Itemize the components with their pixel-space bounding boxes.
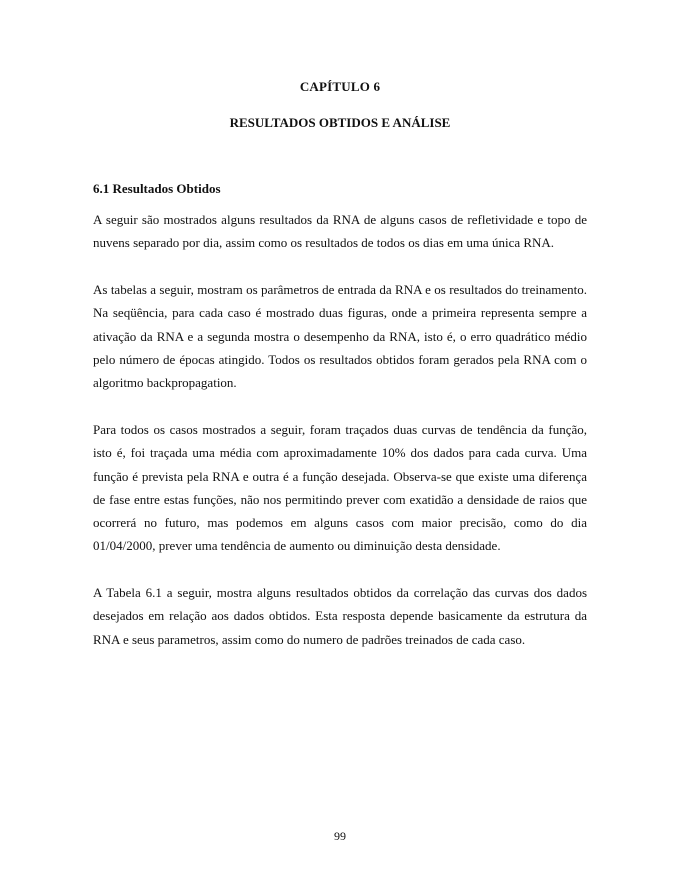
- chapter-title: RESULTADOS OBTIDOS E ANÁLISE: [229, 115, 451, 130]
- paragraph-4: A Tabela 6.1 a seguir, mostra alguns resultados obtidos da correlação das curvas dos dados desejados em relação aos dados obtidos. Esta resposta depende basicamente da estrutura da RNA e seus parametros, assim como do numero de padrões treinados de cada caso.: [93, 585, 587, 647]
- paragraph-1: A seguir são mostrados alguns resultados da RNA de alguns casos de refletividade e topo de nuvens separado por dia, assim como os resultados de todos os dias em uma única RNA.: [93, 212, 587, 251]
- paragraph-2: As tabelas a seguir, mostram os parâmetros de entrada da RNA e os resultados do treinamento. Na seqüência, para cada caso é mostrado duas figuras, onde a primeira representa sempre a ativação da RNA e a segunda mostra o desempenho da RNA, isto é, o erro quadrático médio pelo número de épocas atingido. Todos os resultados obtidos foram gerados pela RNA com o algoritmo backpropagation.: [93, 282, 587, 391]
- section-heading: 6.1 Resultados Obtidos: [93, 181, 221, 196]
- chapter-number: CAPÍTULO 6: [299, 79, 381, 94]
- paragraph-3: Para todos os casos mostrados a seguir, foram traçados duas curvas de tendência da função, isto é, foi traçada uma média com aproximadamente 10% dos dados para cada curva. Uma função é prevista pela RNA e outra é a função desejada. Observa-se que existe uma diferença de fase entre estas funções, não nos permitindo prever com exatidão a densidade de raios que ocorrerá no futuro, mas podemos em alguns casos com maior precisão, como do dia 01/04/2000, prever uma tendência de aumento ou diminuição desta densidade.: [93, 422, 587, 554]
- page-number: 99: [334, 829, 346, 843]
